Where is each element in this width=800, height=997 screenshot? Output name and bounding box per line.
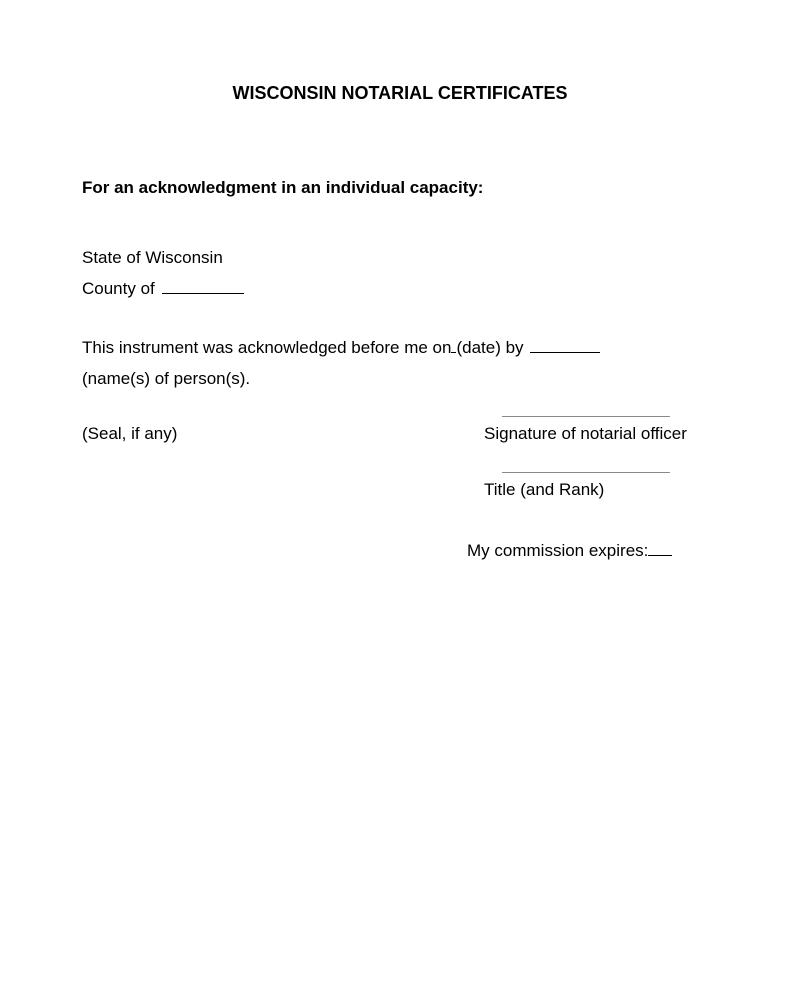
acknowledgment-text-a: This instrument was acknowledged before me on	[82, 338, 452, 357]
seal-label: (Seal, if any)	[82, 424, 178, 443]
acknowledgment-names-line: (name(s) of person(s).	[82, 369, 251, 388]
document-title: WISCONSIN NOTARIAL CERTIFICATES	[232, 83, 568, 103]
section-heading: For an acknowledgment in an individual capacity:	[82, 178, 484, 197]
name-blank[interactable]	[530, 338, 600, 353]
acknowledgment-text-b: (date) by	[456, 338, 524, 357]
state-line: State of Wisconsin	[82, 248, 223, 267]
signature-line[interactable]	[502, 416, 670, 417]
commission-label: My commission expires:	[467, 541, 649, 560]
commission-blank[interactable]	[648, 541, 672, 556]
county-blank[interactable]	[162, 279, 244, 294]
county-line	[82, 279, 244, 299]
acknowledgment-line	[82, 338, 600, 358]
county-label: County of	[82, 279, 155, 298]
commission-line	[467, 541, 672, 561]
signature-label: Signature of notarial officer	[484, 424, 687, 443]
title-rank-line[interactable]	[502, 472, 670, 473]
title-rank-label: Title (and Rank)	[484, 480, 605, 499]
